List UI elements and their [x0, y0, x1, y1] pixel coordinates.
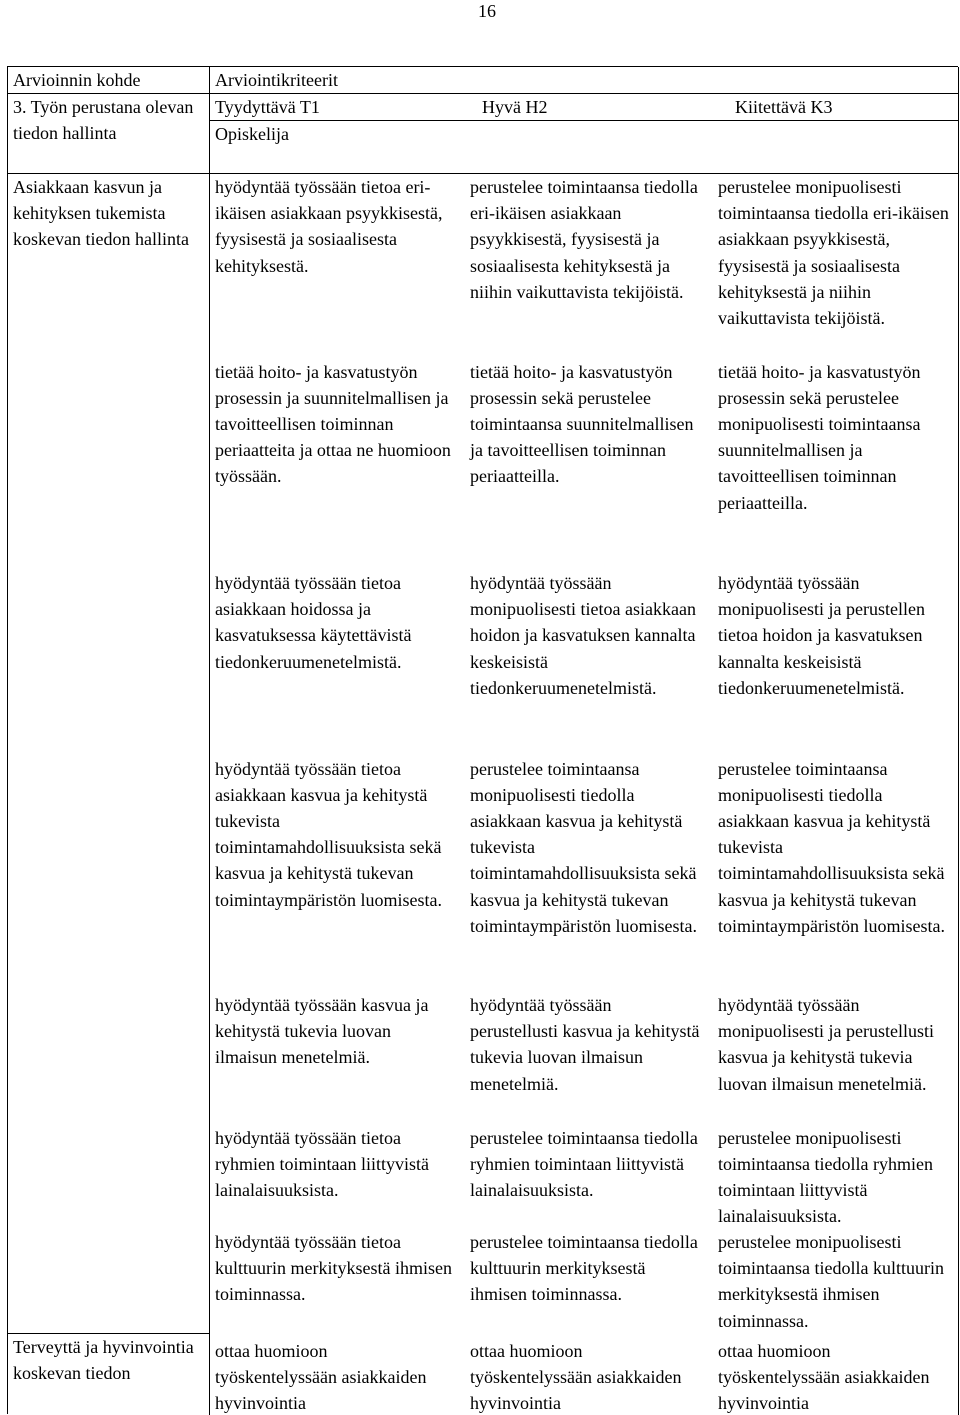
h2-criteria-cell: [457, 174, 705, 1415]
section-title: 3. Työn perustana olevan tiedon hallinta: [13, 97, 193, 143]
t1-criterion: hyödyntää työssään tietoa asiakkaan hoidossa ja kasvatuksessa käytettävistä tiedonkeruumenetelmistä.: [215, 570, 453, 747]
subsection-cell: [8, 174, 210, 1334]
level-h2-label: Hyvä H2: [482, 97, 548, 117]
header-kriteerit-cell: [210, 67, 959, 94]
t1-criterion: hyödyntää työssään tietoa ryhmien toimintaan liittyvistä lainalaisuuksista.: [215, 1125, 453, 1221]
h2-criterion: perustelee toimintaansa tiedolla kulttuurin merkityksestä ihmisen toiminnassa.: [470, 1229, 701, 1329]
level-t1-cell: [210, 94, 457, 121]
h2-criterion: perustelee toimintaansa tiedolla ryhmien toimintaan liittyvistä lainalaisuuksista.: [470, 1125, 701, 1221]
k3-criterion: hyödyntää työssään monipuolisesti ja perustellen tietoa hoidon ja kasvatuksen kannalta keskeisistä tiedonkeruumenetelmistä.: [718, 570, 954, 747]
opiskelija-label: Opiskelija: [215, 124, 289, 144]
t1-criterion: hyödyntää työssään kasvua ja kehitystä tukevia luovan ilmaisun menetelmiä.: [215, 992, 453, 1116]
k3-criteria-cell: [705, 174, 959, 1415]
subsection-cell: [8, 1334, 210, 1415]
header-kohde-label: Arvioinnin kohde: [13, 70, 141, 90]
t1-criterion: hyödyntää työssään tietoa eri-ikäisen asiakkaan psyykkisestä, fyysisestä ja sosiaalisesta kehityksestä.: [215, 174, 453, 350]
t1-criterion: hyödyntää työssään tietoa asiakkaan kasvua ja kehitystä tukevista toimintamahdollisuuksista sekä kasvua ja kehitystä tukevan toimintaympäristön luomisesta.: [215, 756, 453, 984]
page-number: 16: [478, 1, 496, 22]
k3-criterion: hyödyntää työssään monipuolisesti ja perustellusti kasvua ja kehitystä tukevia luovan ilmaisun menetelmiä.: [718, 992, 954, 1116]
h2-criterion: tietää hoito- ja kasvatustyön prosessin sekä perustelee toimintaansa suunnitelmallisen ja tavoitteellisen toiminnan periaatteilla.: [470, 359, 701, 562]
h2-criterion: hyödyntää työssään perustellusti kasvua ja kehitystä tukevia luovan ilmaisun menetelmiä.: [470, 992, 701, 1116]
level-k3-cell: [705, 94, 959, 121]
level-t1-label: Tyydyttävä T1: [215, 97, 320, 117]
h2-criterion: ottaa huomioon työskentelyssään asiakkaiden hyvinvointia: [470, 1338, 701, 1415]
k3-criterion: tietää hoito- ja kasvatustyön prosessin sekä perustelee monipuolisesti toimintaansa suunnitelmallisen ja tavoitteellisen toiminnan periaatteilla.: [718, 359, 954, 562]
k3-criterion: perustelee toimintaansa monipuolisesti tiedolla asiakkaan kasvua ja kehitystä tukevista toimintamahdollisuuksista sekä kasvua ja kehitystä tukevan toimintaympäristön luomisesta.: [718, 756, 954, 984]
header-kohde-cell: [8, 67, 210, 94]
section-title-cell: [8, 94, 210, 174]
h2-criterion: perustelee toimintaansa tiedolla eri-ikäisen asiakkaan psyykkisestä, fyysisestä ja sosiaalisesta kehityksestä ja niihin vaikuttavista tekijöistä.: [470, 174, 701, 350]
header-kriteerit-label: Arviointikriteerit: [215, 70, 338, 90]
t1-criterion: tietää hoito- ja kasvatustyön prosessin ja suunnitelmallisen ja tavoitteellisen toiminnan periaatteita ja ottaa ne huomioon työssään.: [215, 359, 453, 562]
k3-criterion: perustelee monipuolisesti toimintaansa tiedolla ryhmien toimintaan liittyvistä lainalaisuuksista.: [718, 1125, 954, 1221]
subsection-title: Asiakkaan kasvun ja kehityksen tukemista koskevan tiedon hallinta: [13, 177, 189, 249]
level-h2-cell: [457, 94, 705, 121]
assessment-criteria-table: [7, 66, 958, 1414]
t1-criterion: ottaa huomioon työskentelyssään asiakkaiden hyvinvointia: [215, 1338, 453, 1415]
h2-criterion: perustelee toimintaansa monipuolisesti tiedolla asiakkaan kasvua ja kehitystä tukevista toimintamahdollisuuksista sekä kasvua ja kehitystä tukevan toimintaympäristön luomisesta.: [470, 756, 701, 984]
level-k3-label: Kiitettävä K3: [735, 97, 832, 117]
opiskelija-cell: [210, 121, 959, 174]
k3-criterion: perustelee monipuolisesti toimintaansa tiedolla eri-ikäisen asiakkaan psyykkisestä, fyysisestä ja sosiaalisesta kehityksestä ja niihin vaikuttavista tekijöistä.: [718, 174, 954, 350]
k3-criterion: ottaa huomioon työskentelyssään asiakkaiden hyvinvointia: [718, 1338, 954, 1415]
t1-criterion: hyödyntää työssään tietoa kulttuurin merkityksestä ihmisen toiminnassa.: [215, 1229, 453, 1329]
subsection-title: Terveyttä ja hyvinvointia koskevan tiedon: [13, 1337, 194, 1383]
h2-criterion: hyödyntää työssään monipuolisesti tietoa asiakkaan hoidon ja kasvatuksen kannalta keskeisistä tiedonkeruumenetelmistä.: [470, 570, 701, 747]
t1-criteria-cell: [210, 174, 457, 1415]
k3-criterion: perustelee monipuolisesti toimintaansa tiedolla kulttuurin merkityksestä ihmisen toiminnassa.: [718, 1229, 954, 1329]
